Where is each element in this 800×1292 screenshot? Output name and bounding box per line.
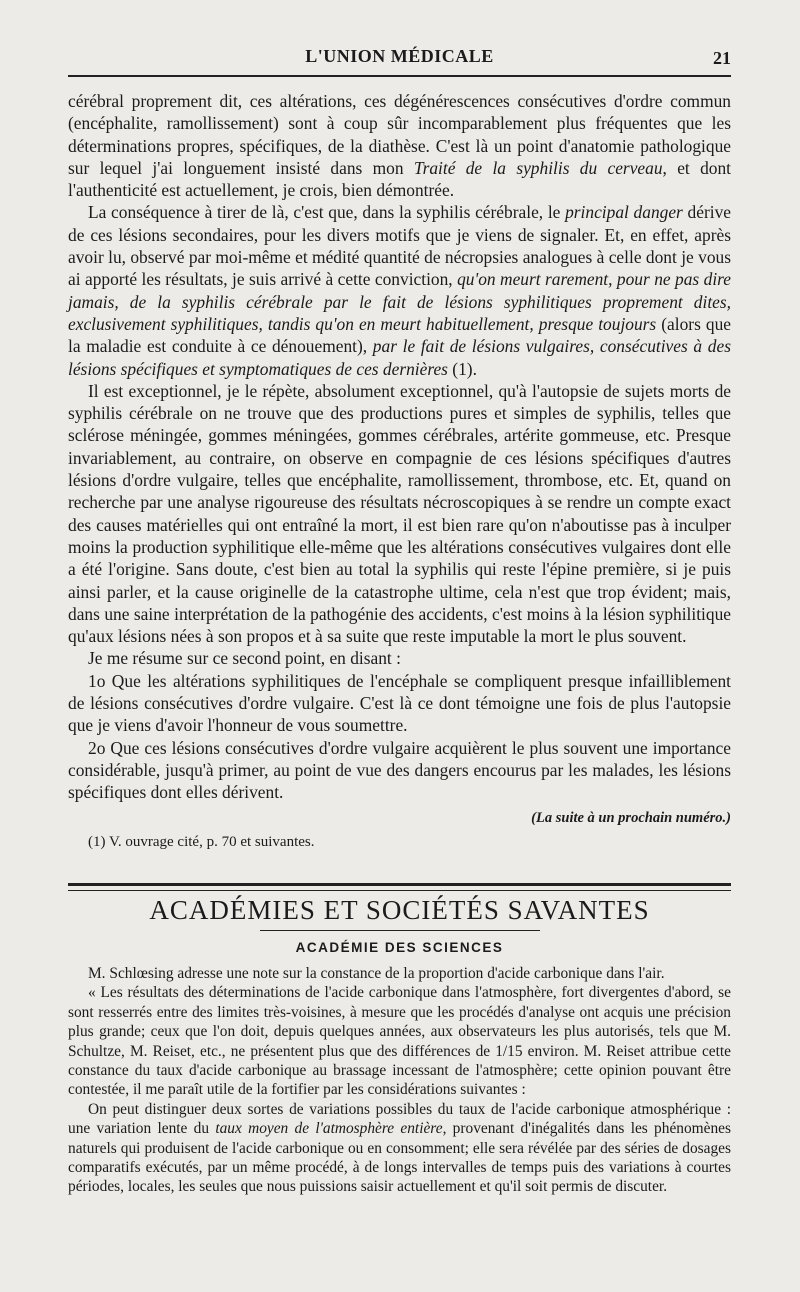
subsection-title: ACADÉMIE DES SCIENCES bbox=[295, 940, 504, 955]
section-divider bbox=[68, 883, 731, 891]
section-paragraph-3-text-c: , provenant d'inégalités dans les phénomènes naturels qui produisent de l'acide carbonique ou en consomment; elle sera révélée par des séries de dosages comparatifs exécutés, par un même procédé, à de longs intervalles de temps puis des variations à courtes périodes, locales, les seules que nous puissions saisir actuellement et qu'il soit permis de discuter. bbox=[68, 1120, 731, 1196]
paragraph-1-text-c: , et dont l'authenticité est actuellement, je crois, bien démontrée. bbox=[68, 157, 731, 201]
paragraph-3: Il est exceptionnel, je le répète, absolument exceptionnel, qu'à l'autopsie de sujets morts de syphilis cérébrale on ne trouve que des productions pures et simples de syphilis, telles que sclérose méningée, gommes méningées, gommes cérébrales, artérite gommeuse, etc. Presque invariablement, au contraire, on observe en compagnie de ces lésions spécifiques d'autres lésions d'ordre vulgaire, telles que encéphalite, ramollissement, thrombose, etc. Et, quand on recherche par une analyse rigoureuse des résultats nécroscopiques à se rendre un compte exact des causes matérielles qui ont entraîné la mort, il est bien rare qu'on n'aboutisse pas à inculper moins la production syphilitique elle-même que les altérations consécutives vulgaires dont elle a été l'origine. Sans doute, c'est bien au total la syphilis qui reste l'épine première, si je puis ainsi parler, et la cause originelle de la catastrophe ultime, cela n'est que trop évident; mais, dans une saine interprétation de la pathogénie des accidents, c'est moins à la lésion syphilitique qu'aux lésions nées à son propos et à sa suite que reste imputable la mort le plus souvent. bbox=[68, 380, 731, 647]
paragraph-1-text-a: cérébral proprement dit, ces altérations, ces dégénérescences consécutives d'ordre commun (encéphalite, ramollissement) sont à coup sûr incomparablement plus fréquentes que les déterminations propres, spécifiques, de la diathèse. C'est là un point d'anatomie pathologique sur lequel j'ai longuement insisté dans mon bbox=[68, 91, 731, 178]
section-paragraph-3-text-a: On peut distinguer deux sortes de variations possibles du taux de l'acide carbonique atmosphérique : une variation lente du bbox=[68, 1100, 731, 1138]
paragraph-2-text-c: dérive de ces lésions secondaires, pour les divers motifs que je viens de signaler. Et, en effet, après avoir lu, observé par moi-même et médité quantité de nécropsies analogues à celle dont je vous ai apporté les résultats, je suis arrivé à cette conviction, bbox=[68, 202, 731, 290]
section-body bbox=[68, 964, 731, 1197]
page-number: 21 bbox=[713, 48, 731, 68]
paragraph-6: 2o Que ces lésions consécutives d'ordre vulgaire acquièrent le plus souvent une importance considérable, jusqu'à primer, au point de vue des dangers encourus par les malades, les lésions spécifiques dont elles dérivent. bbox=[68, 737, 731, 803]
paragraph-2 bbox=[68, 201, 731, 379]
running-head: L'UNION MÉDICALE bbox=[305, 46, 494, 66]
paragraph-2-text-g: (1). bbox=[447, 358, 477, 379]
article-body bbox=[68, 90, 731, 852]
continued-note: (La suite à un prochain numéro.) bbox=[531, 809, 731, 826]
section-title: ACADÉMIES ET SOCIÉTÉS SAVANTES bbox=[149, 895, 650, 925]
section-paragraph-3-italic-b: taux moyen de l'atmosphère entière bbox=[215, 1120, 443, 1138]
section-paragraph-3 bbox=[68, 1100, 731, 1197]
subsection-rule bbox=[260, 930, 540, 931]
section-paragraph-2: « Les résultats des déterminations de l'acide carbonique dans l'atmosphère, fort divergentes d'abord, se sont resserrés entre des limites très-voisines, à mesure que les procédés d'analyse ont acquis une précision plus grande; ceux que l'on doit, depuis quelques années, aux observateurs les plus autorisés, tels que M. Schultze, M. Reiset, etc., ne présentent plus que des différences de 1/15 environ. M. Reiset attribue cette constance du taux d'acide carbonique au brassage incessant de l'atmosphère; cette opinion pouvant être contestée, il me paraît utile de la fortifier par les considérations suivantes : bbox=[68, 984, 731, 1099]
header-rule bbox=[68, 75, 731, 77]
page-header bbox=[68, 46, 731, 76]
paragraph-2-text-a: La conséquence à tirer de là, c'est que, dans la syphilis cérébrale, le bbox=[88, 202, 566, 223]
section-paragraph-1: M. Schlœsing adresse une note sur la constance de la proportion d'acide carbonique dans l'air. bbox=[88, 965, 665, 982]
footnote: (1) V. ouvrage cité, p. 70 et suivantes. bbox=[88, 833, 315, 850]
paragraph-2-italic-f: par le fait de lésions vulgaires, consécutives à des lésions spécifiques et symptomatiques de ces dernières bbox=[68, 336, 731, 379]
paragraph-2-italic-b: principal danger bbox=[565, 202, 683, 223]
paragraph-2-text-e: (alors que la maladie est conduite à ce dénouement), bbox=[68, 313, 731, 357]
paragraph-1 bbox=[68, 90, 731, 201]
paragraph-2-italic-d: qu'on meurt rarement, pour ne pas dire jamais, de la syphilis cérébrale par le fait de lésions syphilitiques proprement dites, exclusivement syphilitiques, tandis qu'on en meurt habituellement, presque toujours bbox=[68, 269, 732, 334]
paragraph-5: 1o Que les altérations syphilitiques de l'encéphale se compliquent presque infailliblement de lésions consécutives d'ordre vulgaire. C'est là ce dont témoigne une fois de plus l'autopsie que je viens d'avoir l'honneur de vous soumettre. bbox=[68, 670, 731, 736]
paragraph-4: Je me résume sur ce second point, en disant : bbox=[88, 648, 401, 669]
paragraph-1-title-italic: Traité de la syphilis du cerveau bbox=[413, 157, 663, 178]
